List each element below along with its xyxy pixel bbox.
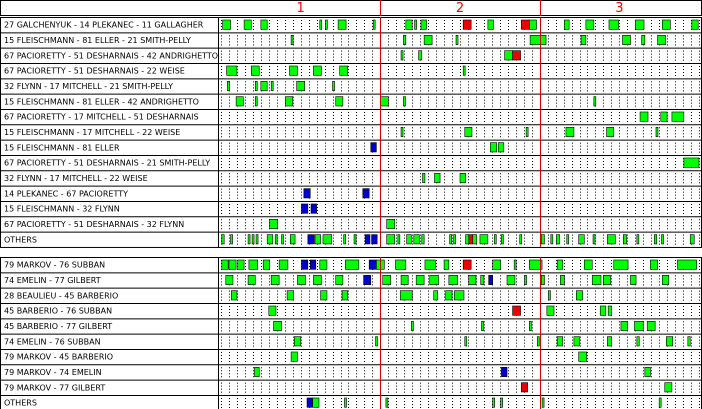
- even-strength-shift: [373, 20, 375, 29]
- even-strength-shift: [465, 127, 472, 136]
- even-strength-shift: [501, 235, 503, 244]
- even-strength-shift: [542, 398, 544, 407]
- even-strength-shift: [400, 291, 412, 300]
- even-strength-shift: [490, 143, 496, 152]
- penalty-kill-shift: [521, 383, 527, 392]
- even-strength-shift: [586, 20, 594, 29]
- penalty-kill-shift: [513, 51, 521, 60]
- even-strength-shift: [449, 275, 458, 284]
- row-label: 67 PACIORETTY - 51 DESHARNAIS - 21 SMITH-PELLY: [4, 158, 211, 168]
- even-strength-shift: [659, 398, 661, 407]
- power-play-shift: [301, 204, 307, 213]
- row-label: 79 MARKOV - 74 EMELIN: [4, 367, 102, 377]
- even-strength-shift: [584, 260, 592, 269]
- even-strength-shift: [454, 291, 464, 300]
- even-strength-shift: [424, 35, 432, 44]
- even-strength-shift: [557, 337, 563, 346]
- even-strength-shift: [634, 321, 643, 330]
- even-strength-shift: [661, 112, 667, 121]
- even-strength-shift: [530, 35, 546, 44]
- even-strength-shift: [244, 20, 251, 29]
- row-label: 79 MARKOV - 76 SUBBAN: [4, 260, 106, 270]
- even-strength-shift: [320, 20, 322, 29]
- even-strength-shift: [665, 383, 672, 392]
- even-strength-shift: [411, 321, 413, 330]
- power-play-shift: [363, 189, 369, 198]
- even-strength-shift: [466, 235, 469, 244]
- even-strength-shift: [621, 321, 627, 330]
- even-strength-shift: [640, 112, 648, 121]
- even-strength-shift: [286, 97, 293, 106]
- even-strength-shift: [421, 20, 427, 29]
- even-strength-shift: [465, 337, 467, 346]
- row-label: 32 FLYNN - 17 MITCHELL - 22 WEISE: [4, 173, 148, 183]
- even-strength-shift: [430, 275, 439, 284]
- even-strength-shift: [380, 97, 388, 106]
- even-strength-shift: [560, 275, 564, 284]
- even-strength-shift: [231, 291, 237, 300]
- even-strength-shift: [514, 260, 516, 269]
- even-strength-shift: [313, 66, 321, 75]
- even-strength-shift: [650, 260, 657, 269]
- even-strength-shift: [263, 260, 269, 269]
- even-strength-shift: [600, 306, 606, 315]
- period-label-1: 1: [296, 1, 305, 16]
- row-label: 79 MARKOV - 77 GILBERT: [4, 383, 106, 393]
- even-strength-shift: [313, 398, 319, 407]
- row-label: 27 GALCHENYUK - 14 PLEKANEC - 11 GALLAGHER: [4, 20, 204, 30]
- even-strength-shift: [505, 51, 513, 60]
- even-strength-shift: [422, 235, 424, 244]
- even-strength-shift: [630, 275, 636, 284]
- even-strength-shift: [415, 20, 417, 29]
- even-strength-shift: [401, 51, 403, 60]
- even-strength-shift: [607, 127, 614, 136]
- row-label: 14 PLEKANEC - 67 PACIORETTY: [4, 189, 128, 199]
- even-strength-shift: [403, 35, 405, 44]
- even-strength-shift: [287, 291, 293, 300]
- even-strength-shift: [501, 398, 503, 407]
- even-strength-shift: [248, 275, 255, 284]
- even-strength-shift: [623, 235, 626, 244]
- even-strength-shift: [692, 20, 698, 29]
- row-label: 67 PACIORETTY - 51 DESHARNAIS - 42 ANDRIGHETTO: [4, 51, 219, 61]
- even-strength-shift: [229, 260, 236, 269]
- even-strength-shift: [252, 235, 254, 244]
- row-label: 67 PACIORETTY - 51 DESHARNAIS - 22 WEISE: [4, 66, 185, 76]
- even-strength-shift: [261, 20, 267, 29]
- even-strength-shift: [526, 127, 528, 136]
- power-play-shift: [369, 260, 376, 269]
- power-play-shift: [301, 260, 307, 269]
- even-strength-shift: [256, 235, 258, 244]
- row-label: OTHERS: [4, 235, 37, 245]
- even-strength-shift: [434, 291, 438, 300]
- even-strength-shift: [376, 337, 378, 346]
- even-strength-shift: [556, 235, 559, 244]
- penalty-kill-shift: [463, 260, 471, 269]
- power-play-shift: [364, 275, 371, 284]
- even-strength-shift: [227, 81, 229, 90]
- even-strength-shift: [333, 81, 335, 90]
- even-strength-shift: [321, 291, 327, 300]
- even-strength-shift: [340, 66, 348, 75]
- even-strength-shift: [290, 66, 298, 75]
- even-strength-shift: [416, 275, 424, 284]
- row-label: 74 EMELIN - 76 SUBBAN: [4, 337, 101, 347]
- even-strength-shift: [609, 20, 619, 29]
- even-strength-shift: [645, 367, 651, 376]
- period-header: [1, 1, 702, 16]
- even-strength-shift: [460, 173, 466, 182]
- even-strength-shift: [254, 367, 259, 376]
- even-strength-shift: [594, 97, 596, 106]
- even-strength-shift: [226, 275, 233, 284]
- even-strength-shift: [261, 81, 267, 90]
- power-play-shift: [501, 367, 507, 376]
- even-strength-shift: [547, 306, 554, 315]
- even-strength-shift: [345, 260, 359, 269]
- period-label-3: 3: [615, 1, 624, 16]
- row-label: 74 EMELIN - 77 GILBERT: [4, 275, 101, 285]
- power-play-shift: [307, 398, 313, 407]
- row-label: 15 FLEISCHMANN - 17 MITCHELL - 22 WEISE: [4, 127, 181, 137]
- row-label: 15 FLEISCHMANN - 81 ELLER: [4, 143, 120, 153]
- even-strength-shift: [576, 291, 582, 300]
- even-strength-shift: [488, 20, 494, 29]
- power-play-shift: [372, 235, 378, 244]
- even-strength-shift: [419, 51, 422, 60]
- even-strength-shift: [579, 352, 587, 361]
- even-strength-shift: [222, 235, 224, 244]
- even-strength-shift: [406, 20, 412, 29]
- even-strength-shift: [325, 20, 327, 29]
- even-strength-shift: [403, 97, 405, 106]
- even-strength-shift: [566, 127, 574, 136]
- power-play-shift: [304, 189, 310, 198]
- even-strength-shift: [607, 337, 611, 346]
- row-label: 45 BARBERIO - 77 GILBERT: [4, 321, 113, 331]
- even-strength-shift: [469, 275, 476, 284]
- even-strength-shift: [336, 97, 343, 106]
- even-strength-shift: [387, 235, 395, 244]
- even-strength-shift: [481, 275, 484, 284]
- even-strength-shift: [658, 35, 666, 44]
- row-label: 15 FLEISCHMANN - 81 ELLER - 21 SMITH-PELLY: [4, 35, 191, 45]
- even-strength-shift: [423, 173, 425, 182]
- even-strength-shift: [251, 66, 259, 75]
- even-strength-shift: [498, 143, 504, 152]
- power-play-shift: [311, 204, 317, 213]
- even-strength-shift: [401, 127, 403, 136]
- even-strength-shift: [274, 321, 282, 330]
- even-strength-shift: [223, 20, 231, 29]
- even-strength-shift: [222, 260, 228, 269]
- even-strength-shift: [231, 235, 233, 244]
- even-strength-shift: [608, 306, 611, 315]
- even-strength-shift: [249, 260, 258, 269]
- even-strength-shift: [435, 173, 441, 182]
- row-label: 15 FLEISCHMANN - 32 FLYNN: [4, 204, 120, 214]
- even-strength-shift: [454, 235, 456, 244]
- even-strength-shift: [592, 275, 601, 284]
- even-strength-shift: [482, 321, 484, 330]
- even-strength-shift: [574, 337, 580, 346]
- row-label: 45 BARBERIO - 76 SUBBAN: [4, 306, 113, 316]
- even-strength-shift: [607, 235, 615, 244]
- even-strength-shift: [344, 235, 346, 244]
- even-strength-shift: [494, 235, 496, 244]
- even-strength-shift: [463, 66, 465, 75]
- even-strength-shift: [593, 235, 595, 244]
- even-strength-shift: [662, 235, 664, 244]
- even-strength-shift: [323, 235, 332, 244]
- even-strength-shift: [395, 260, 405, 269]
- even-strength-shift: [603, 275, 610, 284]
- power-play-shift: [308, 235, 314, 244]
- even-strength-shift: [271, 81, 273, 90]
- power-play-shift: [310, 260, 316, 269]
- even-strength-shift: [386, 398, 388, 407]
- even-strength-shift: [529, 20, 536, 29]
- even-strength-shift: [529, 321, 531, 330]
- even-strength-shift: [614, 260, 628, 269]
- even-strength-shift: [414, 235, 420, 244]
- even-strength-shift: [270, 219, 278, 228]
- even-strength-shift: [677, 260, 696, 269]
- even-strength-shift: [342, 291, 348, 300]
- even-strength-shift: [654, 235, 656, 244]
- even-strength-shift: [336, 275, 343, 284]
- even-strength-shift: [354, 235, 356, 244]
- even-strength-shift: [507, 275, 515, 284]
- even-strength-shift: [684, 158, 699, 167]
- even-strength-shift: [291, 35, 293, 44]
- even-strength-shift: [473, 235, 477, 244]
- even-strength-shift: [666, 337, 672, 346]
- even-strength-shift: [255, 81, 257, 90]
- even-strength-shift: [637, 235, 639, 244]
- even-strength-shift: [446, 291, 452, 300]
- even-strength-shift: [623, 35, 631, 44]
- even-strength-shift: [344, 398, 346, 407]
- even-strength-shift: [275, 235, 277, 244]
- even-strength-shift: [564, 20, 569, 29]
- even-strength-shift: [541, 275, 544, 284]
- even-strength-shift: [581, 35, 586, 44]
- even-strength-shift: [635, 20, 644, 29]
- even-strength-shift: [541, 235, 544, 244]
- row-label: 67 PACIORETTY - 17 MITCHELL - 51 DESHARNAIS: [4, 112, 199, 122]
- row-label: 15 FLEISCHMANN - 81 ELLER - 42 ANDRIGHETTO: [4, 97, 199, 107]
- even-strength-shift: [320, 260, 327, 269]
- even-strength-shift: [688, 337, 690, 346]
- even-strength-shift: [255, 97, 257, 106]
- even-strength-shift: [398, 235, 400, 244]
- even-strength-shift: [493, 398, 495, 407]
- even-strength-shift: [291, 352, 297, 361]
- even-strength-shift: [383, 275, 391, 284]
- even-strength-shift: [387, 219, 395, 228]
- even-strength-shift: [248, 235, 250, 244]
- even-strength-shift: [567, 235, 569, 244]
- penalty-kill-shift: [513, 306, 521, 315]
- row-label: 32 FLYNN - 17 MITCHELL - 21 SMITH-PELLY: [4, 81, 173, 91]
- even-strength-shift: [551, 235, 553, 244]
- even-strength-shift: [236, 97, 243, 106]
- even-strength-shift: [579, 235, 585, 244]
- even-strength-shift: [480, 235, 488, 244]
- even-strength-shift: [637, 337, 639, 346]
- even-strength-shift: [238, 260, 244, 269]
- even-strength-shift: [227, 66, 237, 75]
- even-strength-shift: [313, 275, 321, 284]
- even-strength-shift: [338, 20, 346, 29]
- even-strength-shift: [425, 260, 435, 269]
- even-strength-shift: [662, 20, 670, 29]
- power-play-shift: [365, 235, 370, 244]
- even-strength-shift: [401, 275, 408, 284]
- even-strength-shift: [294, 337, 300, 346]
- even-strength-shift: [444, 260, 449, 269]
- even-strength-shift: [662, 275, 668, 284]
- even-strength-shift: [290, 235, 295, 244]
- penalty-kill-shift: [463, 20, 471, 29]
- even-strength-shift: [557, 260, 563, 269]
- even-strength-shift: [315, 235, 321, 244]
- penalty-kill-shift: [521, 20, 529, 29]
- power-play-shift: [489, 275, 493, 284]
- even-strength-shift: [271, 275, 279, 284]
- row-label: 67 PACIORETTY - 51 DESHARNAIS - 32 FLYNN: [4, 219, 185, 229]
- even-strength-shift: [647, 321, 655, 330]
- power-play-shift: [371, 143, 377, 152]
- even-strength-shift: [269, 306, 276, 315]
- even-strength-shift: [548, 291, 550, 300]
- even-strength-shift: [690, 235, 694, 244]
- penalty-kill-shift: [469, 235, 473, 244]
- even-strength-shift: [407, 235, 412, 244]
- even-strength-shift: [493, 260, 501, 269]
- even-strength-shift: [525, 275, 527, 284]
- even-strength-shift: [656, 127, 658, 136]
- even-strength-shift: [520, 235, 522, 244]
- even-strength-shift: [282, 235, 284, 244]
- row-label: 28 BEAULIEU - 45 BARBERIO: [4, 291, 119, 301]
- even-strength-shift: [672, 112, 684, 121]
- period-label-2: 2: [455, 1, 465, 16]
- even-strength-shift: [297, 275, 305, 284]
- even-strength-shift: [297, 81, 305, 90]
- even-strength-shift: [450, 235, 452, 244]
- row-label: OTHERS: [4, 398, 37, 408]
- row-label: 79 MARKOV - 45 BARBERIO: [4, 352, 114, 362]
- even-strength-shift: [456, 35, 458, 44]
- even-strength-shift: [642, 35, 645, 44]
- even-strength-shift: [267, 235, 273, 244]
- even-strength-shift: [537, 337, 539, 346]
- even-strength-shift: [279, 260, 288, 269]
